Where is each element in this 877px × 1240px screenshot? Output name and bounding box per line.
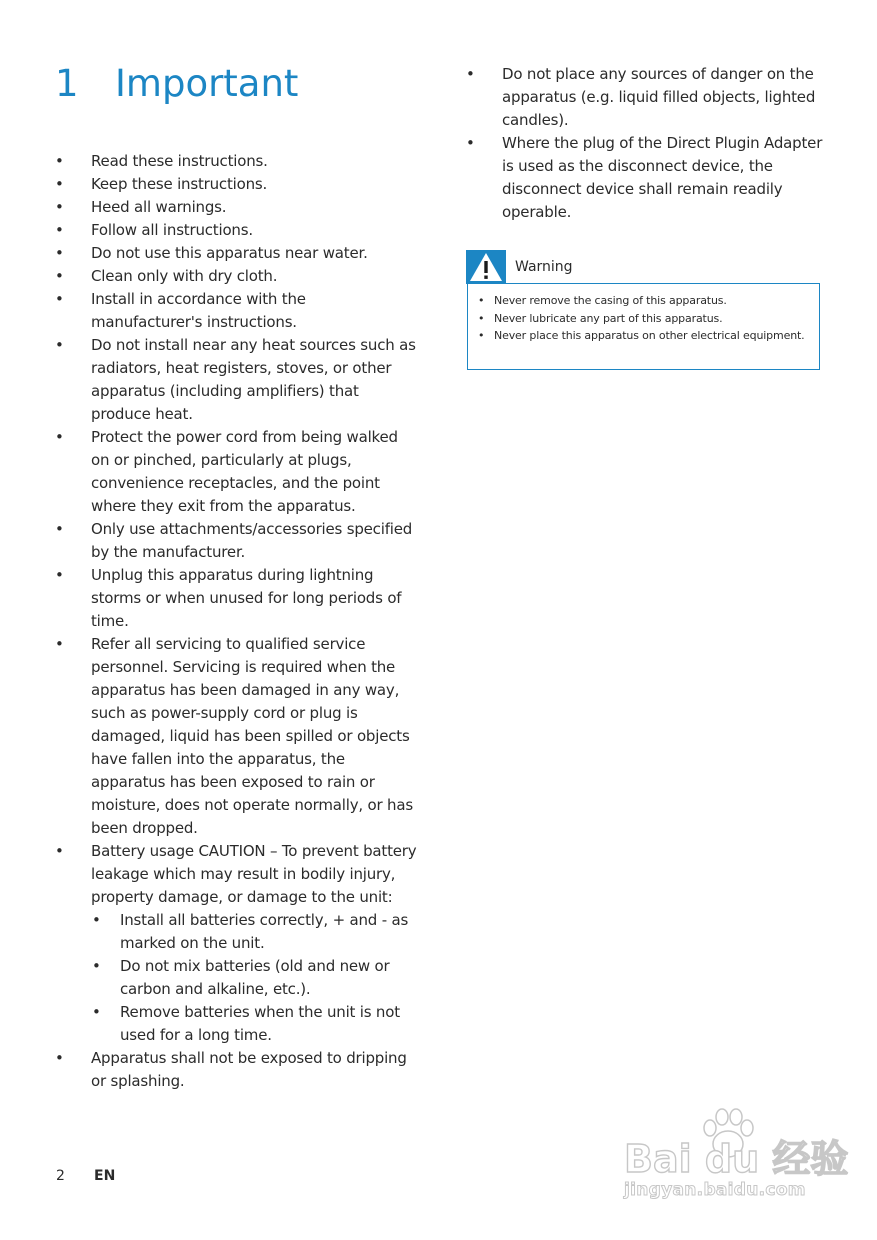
sub-list-item: • Install all batteries correctly, + and - as marked on the unit. — [91, 909, 420, 955]
list-item — [55, 288, 420, 334]
safety-instructions-list-continued — [466, 63, 831, 224]
page-number: 2 — [56, 1168, 65, 1184]
page-heading — [55, 58, 298, 110]
warning-triangle-icon — [466, 250, 506, 284]
safety-instructions-list — [55, 150, 420, 1093]
list-item-battery-caution — [55, 840, 420, 1047]
warning-item: • Never lubricate any part of this apparatus. — [477, 310, 809, 328]
language-code: EN — [94, 1168, 116, 1184]
warning-title: Warning — [515, 259, 573, 275]
list-item: • Clean only with dry cloth. — [55, 265, 420, 288]
baidu-watermark — [618, 1106, 849, 1212]
sub-list-item: • Remove batteries when the unit is not used for a long time. — [91, 1001, 420, 1047]
warning-item: • Never remove the casing of this apparatus. — [477, 292, 809, 310]
list-item: • Heed all warnings. — [55, 196, 420, 219]
list-item: • Keep these instructions. — [55, 173, 420, 196]
warning-list — [477, 292, 809, 345]
warning-header — [466, 250, 822, 284]
right-column — [466, 63, 831, 224]
list-item: • Only use attachments/accessories specified by the manufacturer. — [55, 518, 420, 564]
list-item: • Follow all instructions. — [55, 219, 420, 242]
list-item: • Do not use this apparatus near water. — [55, 242, 420, 265]
list-item: • Protect the power cord from being walked on or pinched, particularly at plugs, convenience receptacles, and the point where they exit from the apparatus. — [55, 426, 420, 518]
left-column — [55, 150, 420, 1093]
list-item: • Where the plug of the Direct Plugin Adapter is used as the disconnect device, the disconnect device shall remain readily operable. — [466, 132, 831, 224]
section-title: Important — [115, 62, 299, 105]
list-item: • Do not install near any heat sources such as radiators, heat registers, stoves, or other apparatus (including amplifiers) that produce heat. — [55, 334, 420, 426]
battery-sublist — [91, 909, 420, 1047]
list-item: • Refer all servicing to qualified service personnel. Servicing is required when the apparatus has been damaged in any way, such as power-supply cord or plug is damaged, liquid has been spilled or objects have fallen into the apparatus, the apparatus has been exposed to rain or moisture, does not operate normally, or has been dropped. — [55, 633, 420, 840]
section-number: 1 — [55, 62, 79, 105]
sub-list-item: • Do not mix batteries (old and new or carbon and alkaline, etc.). — [91, 955, 420, 1001]
warning-item: • Never place this apparatus on other electrical equipment. — [477, 327, 809, 345]
watermark-url: jingyan.baidu.com — [624, 1180, 806, 1200]
list-item: • Do not place any sources of danger on the apparatus (e.g. liquid filled objects, lighted candles). — [466, 63, 831, 132]
warning-box — [467, 283, 820, 370]
watermark-brand: Bai du 经验 — [624, 1137, 849, 1181]
list-item: • Apparatus shall not be exposed to dripping or splashing. — [55, 1047, 420, 1093]
list-item: • Read these instructions. — [55, 150, 420, 173]
item-text: Battery usage CAUTION – To prevent battery leakage which may result in bodily injury, property damage, or damage to the unit: — [91, 842, 417, 906]
list-item: • Unplug this apparatus during lightning storms or when unused for long periods of time. — [55, 564, 420, 633]
item-text: Install in accordance with the manufacturer's instructions. — [91, 290, 306, 331]
